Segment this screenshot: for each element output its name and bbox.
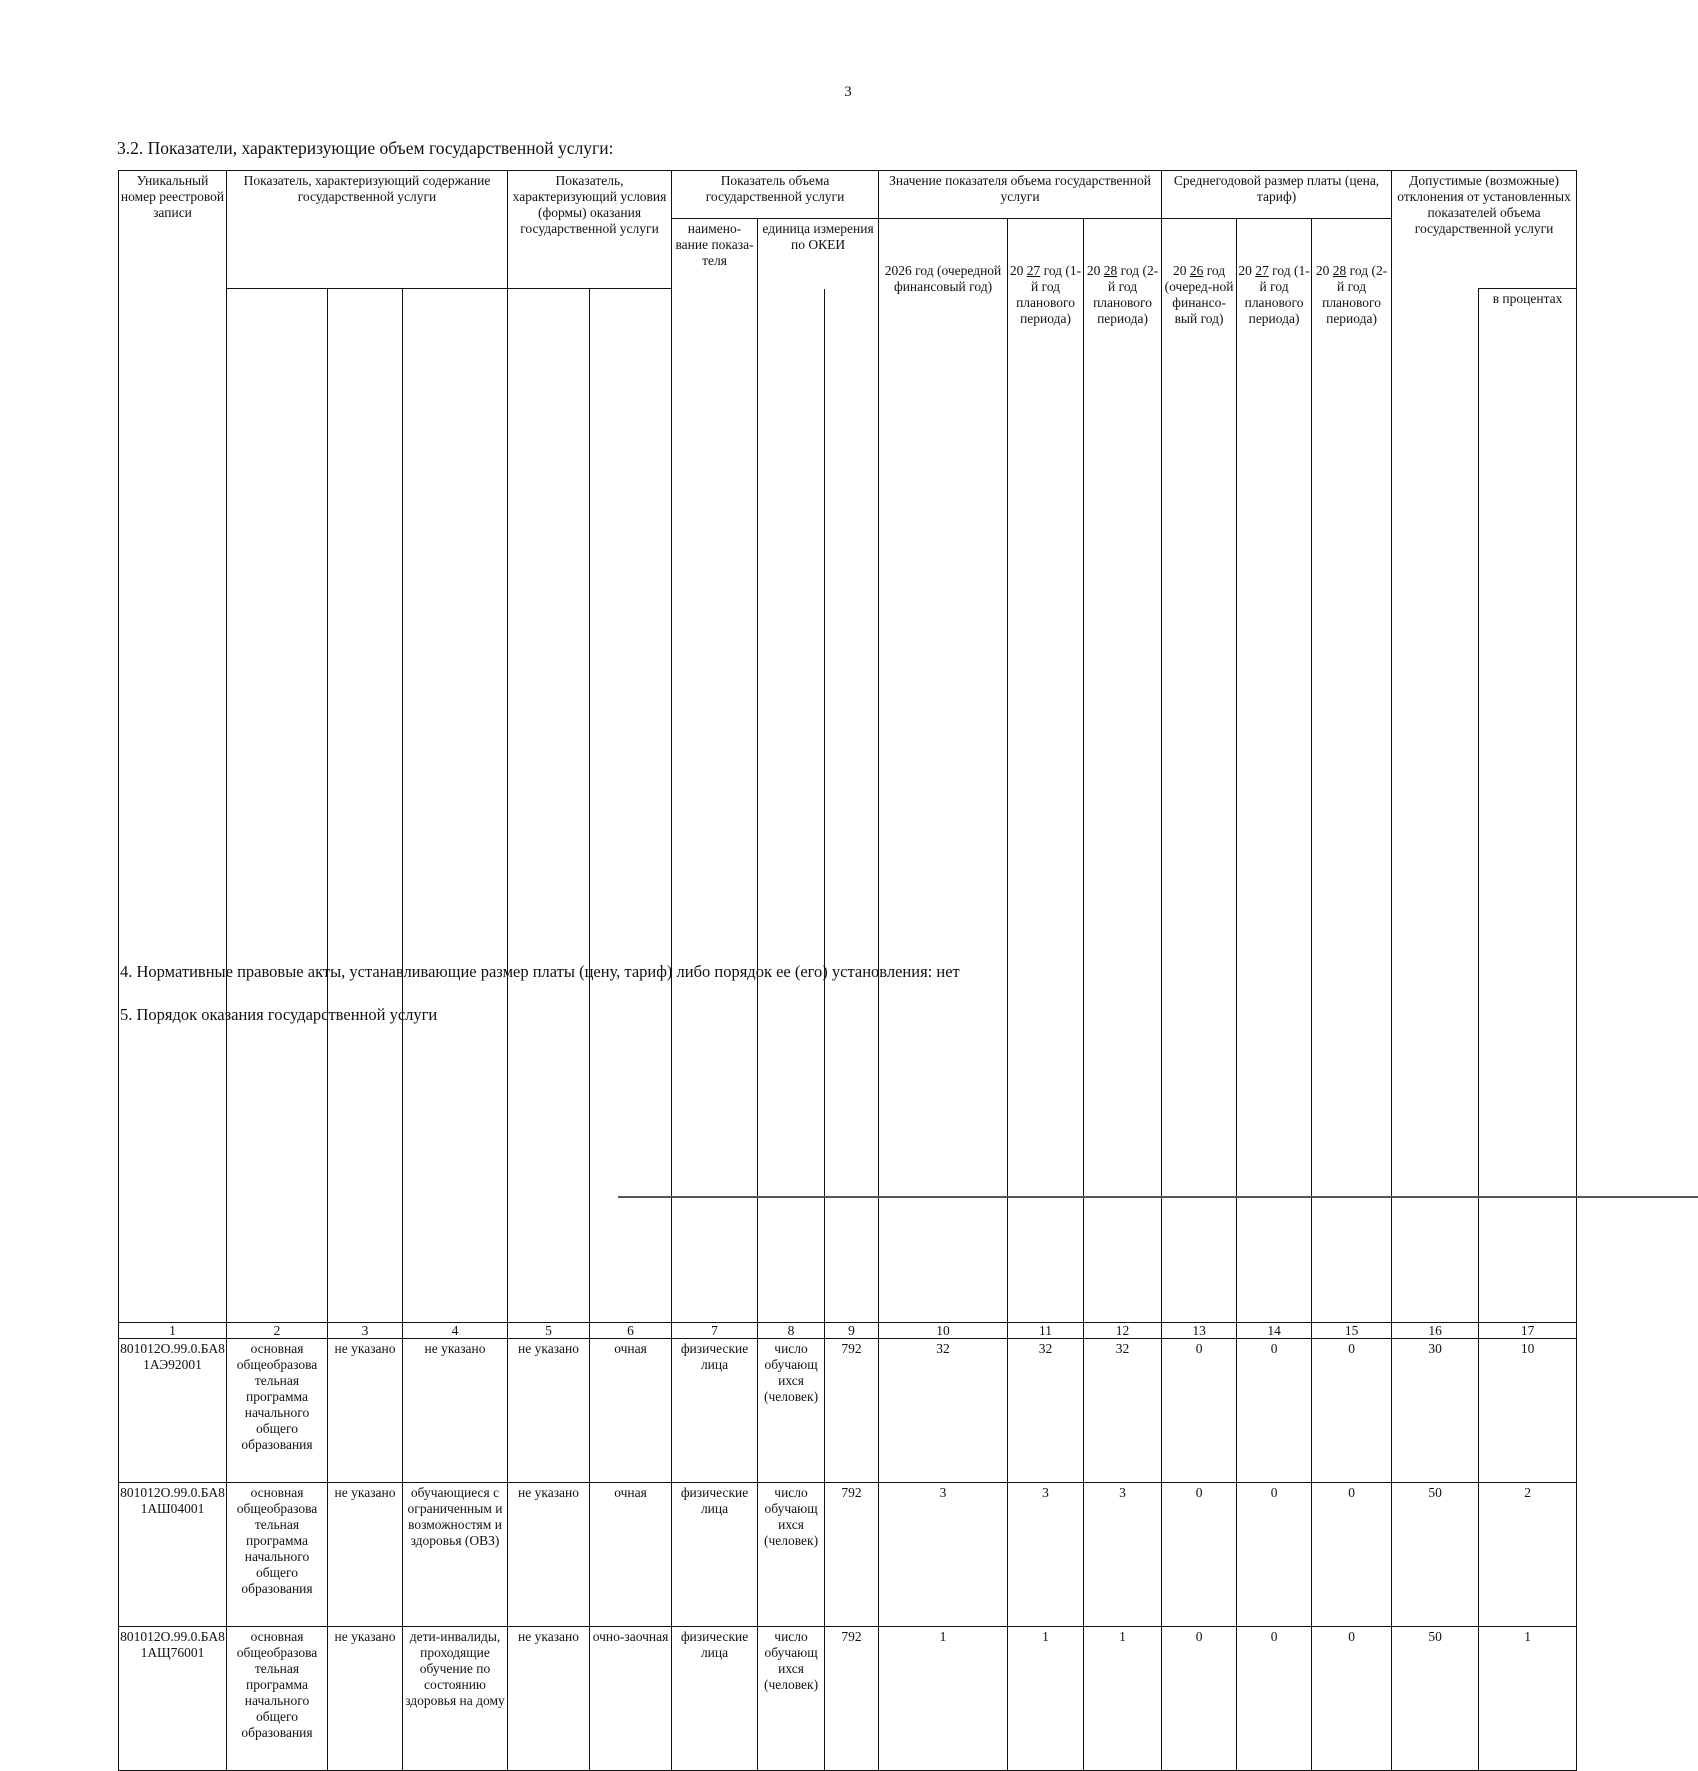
column-number: 15 — [1312, 1323, 1392, 1339]
category-cell: дети-инвалиды, проходящие обучение по состоянию здоровья на дому — [403, 1627, 508, 1771]
column-number: 1 — [119, 1323, 227, 1339]
table-row — [119, 1339, 1577, 1483]
header-percent: в процентах — [1479, 289, 1577, 1323]
column-number: 11 — [1008, 1323, 1084, 1339]
fee-2027-cell: 0 — [1237, 1483, 1312, 1627]
column-numbers-row — [119, 1323, 1577, 1339]
column-number: 3 — [328, 1323, 403, 1339]
header-year-2026-value: 2026 год (очередной финансовый год) — [879, 219, 1008, 1323]
column-number: 13 — [1162, 1323, 1237, 1339]
header-conditions-indicator: Показатель, характеризующий условия (формы) оказания государственной услуги — [508, 171, 672, 289]
fee-2028-cell: 0 — [1312, 1627, 1392, 1771]
value-2026-cell: 1 — [879, 1627, 1008, 1771]
header-avg-fee: Среднегодовой размер платы (цена, тариф) — [1162, 171, 1392, 219]
column-number: 9 — [825, 1323, 879, 1339]
header-volume-indicator: Показатель объема государственной услуги — [672, 171, 879, 219]
header-year-2028-value: 20 28 год (2-й год планового периода) — [1084, 219, 1162, 1323]
deviation-absolute-cell: 10 — [1479, 1339, 1577, 1483]
column-number: 16 — [1392, 1323, 1479, 1339]
condition-2-cell: очная — [590, 1339, 672, 1483]
section-5-text: 5. Порядок оказания государственной услуги — [120, 1005, 438, 1024]
fee-2028-cell: 0 — [1312, 1339, 1392, 1483]
column-number: 5 — [508, 1323, 590, 1339]
condition-2-cell: очная — [590, 1483, 672, 1627]
unit-code-cell: 792 — [825, 1627, 879, 1771]
page-edge-line — [618, 1196, 1698, 1198]
value-2027-cell: 3 — [1008, 1483, 1084, 1627]
header-year-2027-fee: 20 27 год (1-й год планового периода) — [1237, 219, 1312, 1323]
fee-2027-cell: 0 — [1237, 1339, 1312, 1483]
deviation-absolute-cell: 1 — [1479, 1627, 1577, 1771]
value-2026-cell: 3 — [879, 1483, 1008, 1627]
condition-1-cell: не указано — [508, 1483, 590, 1627]
fee-2027-cell: 0 — [1237, 1627, 1312, 1771]
program-title-cell: не указано — [328, 1339, 403, 1483]
indicator-name-cell: физические лица — [672, 1339, 758, 1483]
value-2026-cell: 32 — [879, 1339, 1008, 1483]
deviation-absolute-cell: 2 — [1479, 1483, 1577, 1627]
fee-2026-cell: 0 — [1162, 1339, 1237, 1483]
registry-no-cell: 801012О.99.0.БА81АШ04001 — [119, 1483, 227, 1627]
program-cell: основная общеобразова тельная программа начального общего образования — [227, 1339, 328, 1483]
unit-code-cell: 792 — [825, 1339, 879, 1483]
indicator-name-cell: физические лица — [672, 1627, 758, 1771]
unit-name-cell: число обучающ ихся (человек) — [758, 1339, 825, 1483]
registry-no-cell: 801012О.99.0.БА81АЩ76001 — [119, 1627, 227, 1771]
page-number: 3 — [844, 84, 852, 100]
column-number: 17 — [1479, 1323, 1577, 1339]
table-row — [119, 1627, 1577, 1771]
header-year-2028-fee: 20 28 год (2-й год планового периода) — [1312, 219, 1392, 1323]
value-2028-cell: 32 — [1084, 1339, 1162, 1483]
indicator-name-cell: физические лица — [672, 1483, 758, 1627]
unit-name-cell: число обучающ ихся (человек) — [758, 1483, 825, 1627]
condition-1-cell: не указано — [508, 1339, 590, 1483]
registry-no-cell: 801012О.99.0.БА81АЭ92001 — [119, 1339, 227, 1483]
value-2027-cell: 1 — [1008, 1627, 1084, 1771]
deviation-percent-cell: 50 — [1392, 1627, 1479, 1771]
header-content-indicator: Показатель, характеризующий содержание государственной услуги — [227, 171, 508, 289]
column-number: 2 — [227, 1323, 328, 1339]
condition-1-cell: не указано — [508, 1627, 590, 1771]
category-cell: не указано — [403, 1339, 508, 1483]
column-number: 4 — [403, 1323, 508, 1339]
header-unit-okei: единица измерения по ОКЕИ — [758, 219, 879, 289]
column-number: 12 — [1084, 1323, 1162, 1339]
unit-code-cell: 792 — [825, 1483, 879, 1627]
column-number: 10 — [879, 1323, 1008, 1339]
header-year-2026-fee: 20 26 год (очеред-ной финансо-вый год) — [1162, 219, 1237, 1323]
table-row — [119, 1483, 1577, 1627]
category-cell: обучающиеся с ограниченным и возможностям и здоровья (ОВЗ) — [403, 1483, 508, 1627]
column-number: 7 — [672, 1323, 758, 1339]
condition-2-cell: очно-заочная — [590, 1627, 672, 1771]
program-cell: основная общеобразова тельная программа начального общего образования — [227, 1483, 328, 1627]
fee-2026-cell: 0 — [1162, 1483, 1237, 1627]
header-year-2027-value: 20 27 год (1-й год планового периода) — [1008, 219, 1084, 1323]
header-deviations: Допустимые (возможные) отклонения от установленных показателей объема государственной услуги — [1392, 171, 1577, 289]
section-4-text: 4. Нормативные правовые акты, устанавливающие размер платы (цену, тариф) либо порядок ее (его) установления: нет — [120, 962, 960, 981]
fee-2026-cell: 0 — [1162, 1627, 1237, 1771]
fee-2028-cell: 0 — [1312, 1483, 1392, 1627]
program-title-cell: не указано — [328, 1483, 403, 1627]
deviation-percent-cell: 50 — [1392, 1483, 1479, 1627]
column-number: 14 — [1237, 1323, 1312, 1339]
program-title-cell: не указано — [328, 1627, 403, 1771]
column-number: 6 — [590, 1323, 672, 1339]
program-cell: основная общеобразова тельная программа начального общего образования — [227, 1627, 328, 1771]
unit-name-cell: число обучающ ихся (человек) — [758, 1627, 825, 1771]
header-indicator-name: наимено-вание показа-теля — [672, 219, 758, 1323]
header-registry-no: Уникальный номер реестровой записи — [119, 171, 227, 1323]
value-2027-cell: 32 — [1008, 1339, 1084, 1483]
value-2028-cell: 1 — [1084, 1627, 1162, 1771]
value-2028-cell: 3 — [1084, 1483, 1162, 1627]
column-number: 8 — [758, 1323, 825, 1339]
section-heading: 3.2. Показатели, характеризующие объем государственной услуги: — [117, 138, 614, 158]
deviation-percent-cell: 30 — [1392, 1339, 1479, 1483]
header-volume-value: Значение показателя объема государственной услуги — [879, 171, 1162, 219]
